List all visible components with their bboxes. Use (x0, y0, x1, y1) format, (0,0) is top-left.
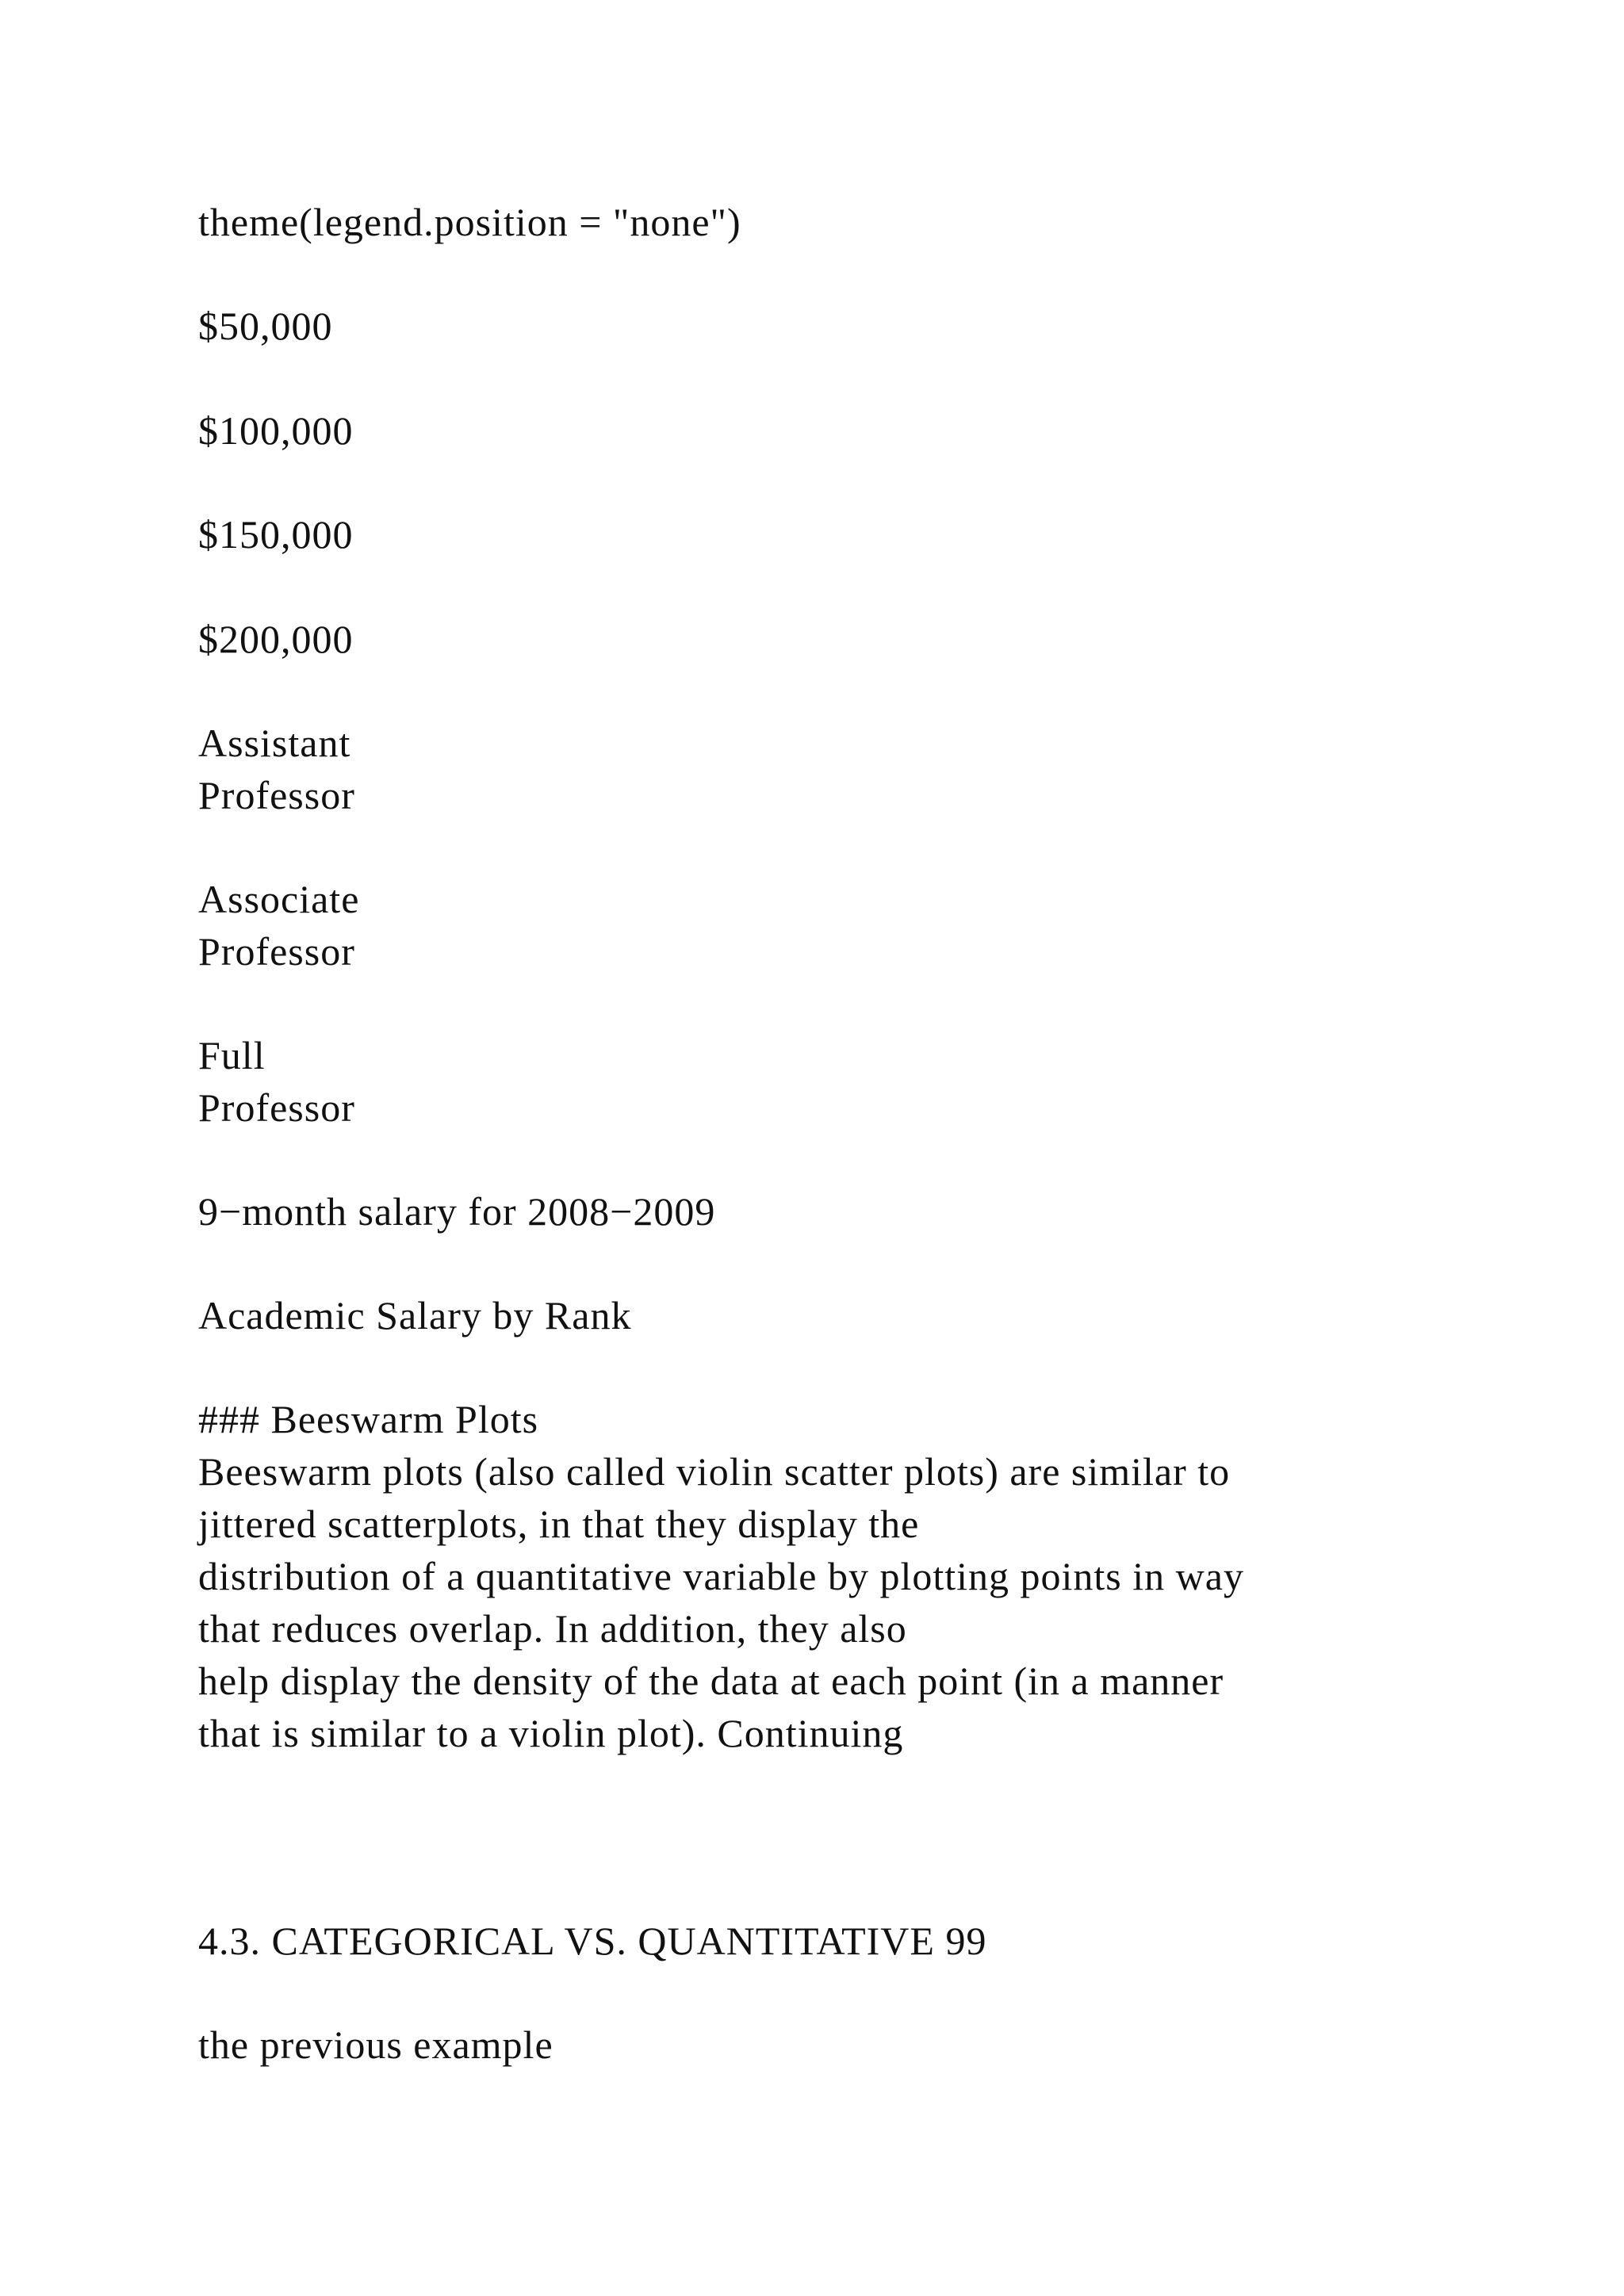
body-text-line: jittered scatterplots, in that they display the (198, 1502, 920, 1546)
section-heading: ### Beeswarm Plots (198, 1397, 539, 1441)
category-label-assistant: Assistant (198, 721, 351, 765)
body-text-line: Beeswarm plots (also called violin scatter plots) are similar to (198, 1449, 1231, 1494)
page-header: 4.3. CATEGORICAL VS. QUANTITATIVE 99 (198, 1919, 987, 1963)
code-line-theme: theme(legend.position = "none") (198, 200, 741, 244)
category-label-associate: Associate (198, 877, 360, 921)
category-label-full-professor: Professor (198, 1085, 355, 1130)
axis-tick-100000: $100,000 (198, 408, 354, 453)
axis-tick-50000: $50,000 (198, 304, 333, 348)
chart-title: Academic Salary by Rank (198, 1293, 632, 1337)
category-label-associate-professor: Professor (198, 929, 355, 974)
body-text-line: that is similar to a violin plot). Continuing (198, 1711, 904, 1755)
axis-title-salary: 9−month salary for 2008−2009 (198, 1189, 716, 1234)
axis-tick-200000: $200,000 (198, 617, 354, 661)
body-text-line: that reduces overlap. In addition, they also (198, 1606, 907, 1651)
body-text-line: help display the density of the data at each point (in a manner (198, 1659, 1224, 1703)
category-label-assistant-professor: Professor (198, 773, 355, 817)
body-text-line: distribution of a quantitative variable by plotting points in way (198, 1554, 1244, 1598)
body-text-line: the previous example (198, 2022, 553, 2067)
axis-tick-150000: $150,000 (198, 512, 354, 557)
category-label-full: Full (198, 1033, 266, 1077)
